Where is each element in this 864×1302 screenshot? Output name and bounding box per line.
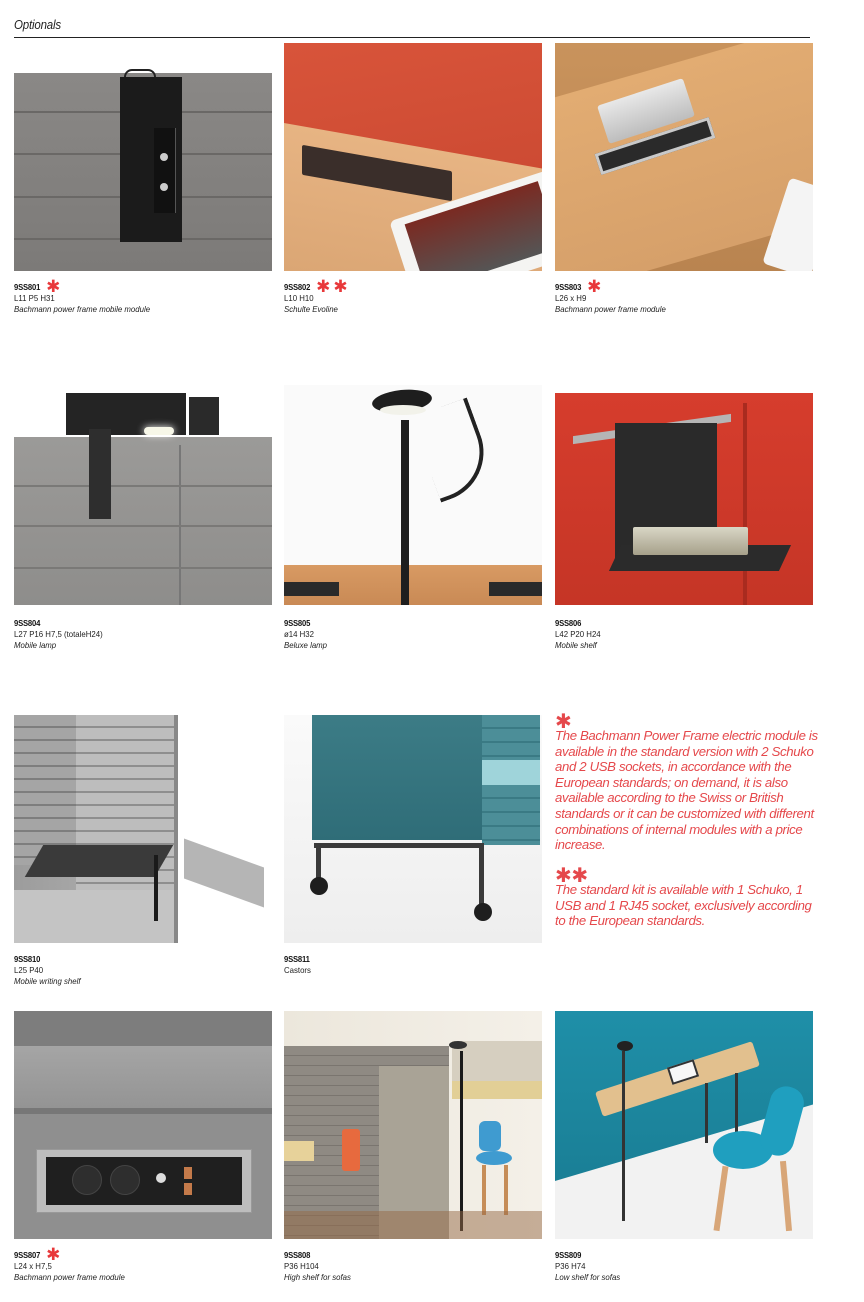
product-description: Bachmann power frame module [14,1272,125,1282]
product-card-9ss805 [284,385,542,651]
product-description: Mobile shelf [555,640,597,650]
product-description: Castors [284,965,311,975]
product-card-9ss811 [284,715,542,976]
footnote-single-asterisk [555,709,820,853]
product-code: 9SS804 [14,617,41,628]
product-description: Bachmann power frame module [555,304,666,314]
product-card-9ss808 [284,1011,542,1283]
product-description: Mobile writing shelf [14,976,81,986]
double-asterisk-icon: ✱✱ [555,863,588,887]
asterisk-icon: ✱ [46,277,61,297]
product-card-9ss801 [14,43,272,315]
product-code: 9SS802 [284,281,311,292]
product-photo [14,1011,272,1239]
product-card-9ss802 [284,43,542,315]
product-photo [284,43,542,271]
product-code: 9SS805 [284,617,311,628]
page-header [14,16,810,38]
product-description: Bachmann power frame mobile module [14,304,151,314]
product-dimensions: L10 H10 [284,293,314,303]
product-card-9ss809 [555,1011,813,1283]
product-card-9ss803 [555,43,813,315]
footnote-text: The Bachmann Power Frame electric module is available in the standard version with 2 Schuko and 2 USB sockets, in accordance with the European standards; on demand, it is also available according to the Swiss or British standards or it can be customized with different combinations of internal modules with a price increase. [555,728,818,853]
product-code: 9SS810 [14,953,41,964]
footnote-double-asterisk [555,863,820,929]
product-code: 9SS808 [284,1249,311,1260]
product-card-9ss810 [14,715,272,987]
asterisk-icon: ✱ [555,709,572,733]
product-photo [284,385,542,605]
product-card-9ss804 [14,385,272,651]
product-dimensions: ø14 H32 [284,629,315,639]
product-dimensions: L24 x H7,5 [14,1261,52,1271]
product-code: 9SS801 [14,281,41,292]
product-dimensions: P36 H104 [284,1261,319,1271]
product-photo [14,43,272,271]
product-photo [284,1011,542,1239]
product-dimensions: L27 P16 H7,5 (totaleH24) [14,629,103,639]
product-photo [284,715,542,943]
product-dimensions: L25 P40 [14,965,44,975]
product-dimensions: L42 P20 H24 [555,629,601,639]
product-photo [555,43,813,271]
product-dimensions: L11 P5 H31 [14,293,55,303]
product-dimensions: L26 x H9 [555,293,587,303]
product-photo [555,1011,813,1239]
product-photo [14,715,272,943]
product-photo [555,385,813,605]
product-code: 9SS809 [555,1249,582,1260]
page-title: Optionals [14,18,61,32]
product-description: Beluxe lamp [284,640,328,650]
asterisk-icon: ✱ [587,277,602,297]
product-description: High shelf for sofas [284,1272,351,1282]
product-code: 9SS803 [555,281,582,292]
product-description: Low shelf for sofas [555,1272,621,1282]
footnote-text: The standard kit is available with 1 Schuko, 1 USB and 1 RJ45 socket, exclusively according to the European standards. [555,882,812,929]
product-description: Schulte Evoline [284,304,338,314]
asterisk-icon: ✱ [316,277,331,297]
product-code: 9SS806 [555,617,582,628]
product-dimensions: P36 H74 [555,1261,586,1271]
asterisk-icon: ✱ [46,1245,61,1265]
product-code: 9SS807 [14,1249,41,1260]
product-card-9ss806 [555,385,813,651]
product-photo [14,385,272,605]
asterisk-icon: ✱ [333,277,348,297]
product-code: 9SS811 [284,953,310,964]
product-description: Mobile lamp [14,640,57,650]
product-card-9ss807 [14,1011,272,1283]
